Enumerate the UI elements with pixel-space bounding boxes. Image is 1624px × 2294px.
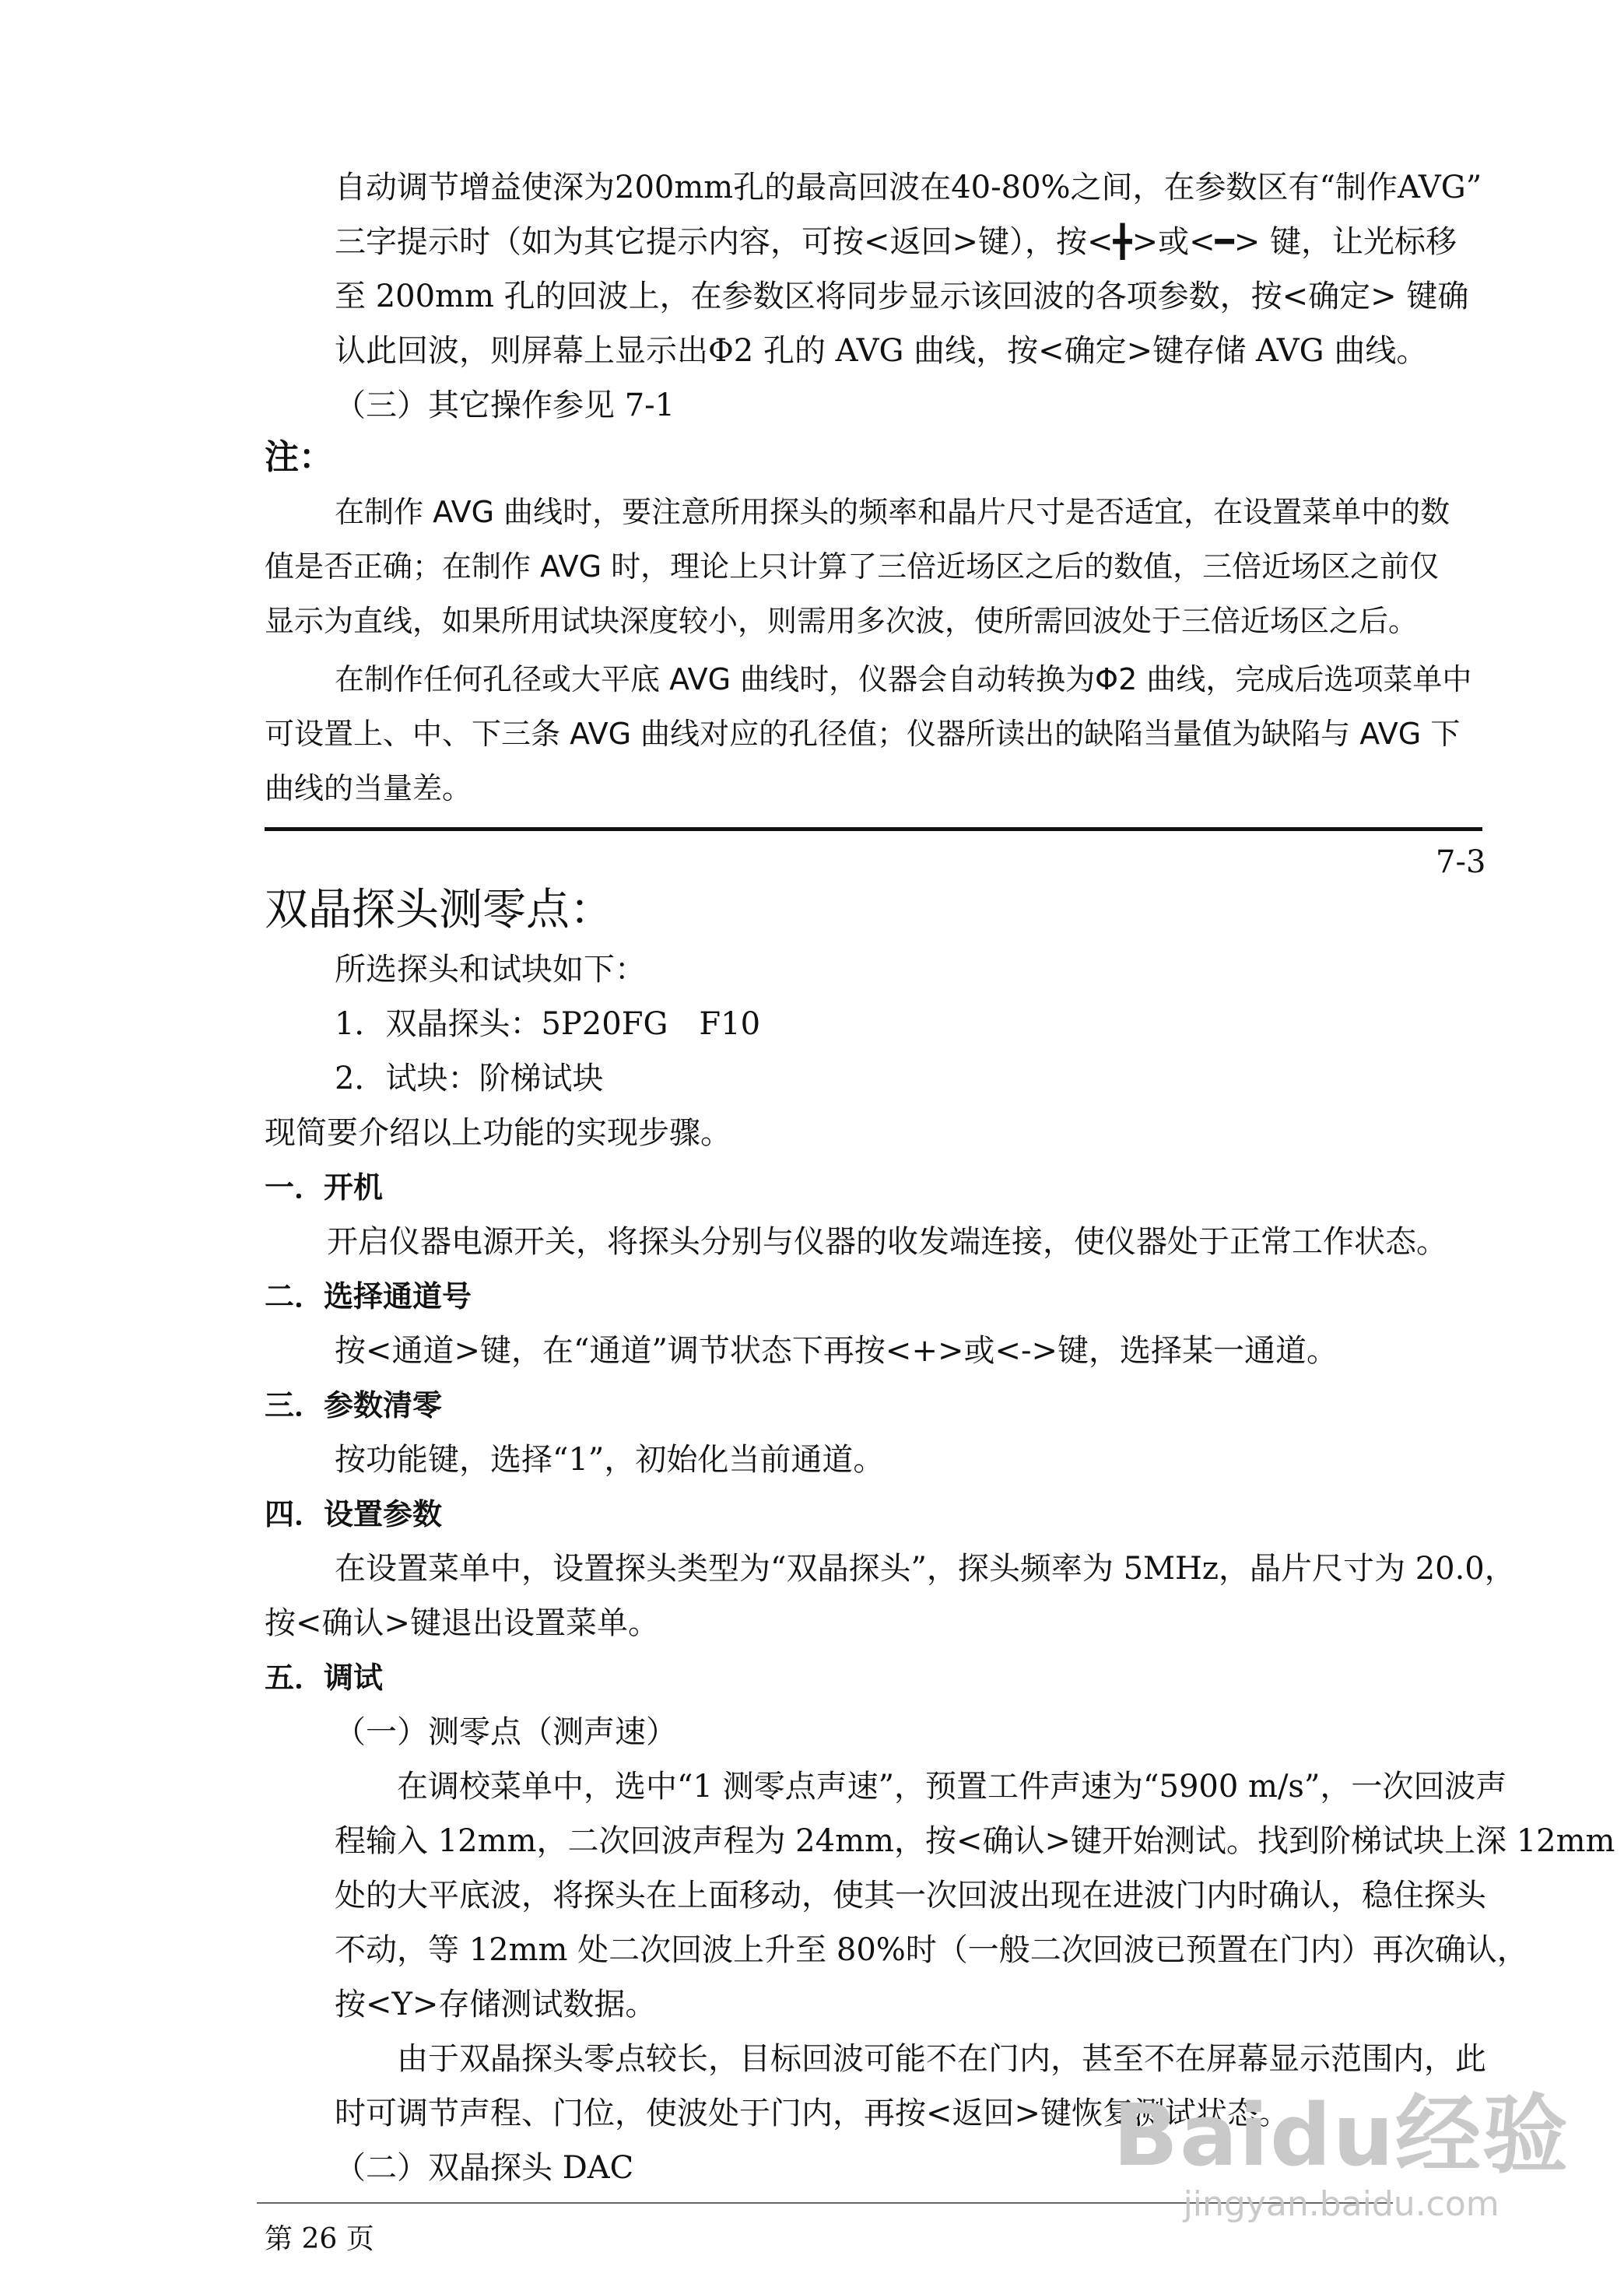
list-item-1: 1．双晶探头：5P20FG F10 [335, 1006, 761, 1042]
note-p2-line-3: 曲线的当量差。 [265, 771, 472, 805]
sub1-p2-line-1: 由于双晶探头零点较长，目标回波可能不在门内，甚至不在屏幕显示范围内，此 [397, 2041, 1486, 2077]
sub1-p1-line-4: 不动，等 12mm 处二次回波上升至 80%时（一般二次回波已预置在门内）再次确认， [335, 1932, 1528, 1968]
step-heading-4: 四．设置参数 [265, 1497, 443, 1531]
note-p2-line-2: 可设置上、中、下三条 AVG 曲线对应的孔径值；仪器所读出的缺陷当量值为缺陷与 AVG 下 [265, 717, 1461, 751]
sub1-p1-line-2: 程输入 12mm，二次回波声程为 24mm，按<确认>键开始测试。找到阶梯试块上深 12mm [335, 1823, 1615, 1859]
top-paragraph-line-1: 自动调节增益使深为200mm孔的最高回波在40-80%之间，在参数区有“制作AVG” [335, 170, 1482, 205]
section-title: 双晶探头测零点： [265, 885, 613, 935]
top-paragraph-line-2: 三字提示时（如为其它提示内容，可按<返回>键），按<╋>或<━> 键，让光标移 [335, 224, 1457, 260]
step-body-4-line-1: 在设置菜单中，设置探头类型为“双晶探头”，探头频率为 5MHz，晶片尺寸为 20.0， [335, 1551, 1516, 1587]
baidu-watermark [1113, 2085, 1570, 2224]
step-body-4-line-2: 按<确认>键退出设置菜单。 [265, 1605, 660, 1641]
sub1-p1-line-1: 在调校菜单中，选中“1 测零点声速”，预置工件声速为“5900 m/s”，一次回波声 [397, 1769, 1507, 1805]
step-heading-3: 三．参数清零 [265, 1388, 443, 1422]
note-title: 注： [265, 437, 333, 477]
note-p1-line-1: 在制作 AVG 曲线时，要注意所用探头的频率和晶片尺寸是否适宜，在设置菜单中的数 [335, 495, 1450, 529]
watermark-url: jingyan.baidu.com [1183, 2184, 1499, 2224]
sub1-p2-line-2: 时可调节声程、门位，使波处于门内，再按<返回>键恢复测试状态。 [335, 2096, 1290, 2131]
subsection-three: （三）其它操作参见 7-1 [335, 388, 675, 423]
subsection-one-title: （一）测零点（测声速） [335, 1714, 677, 1750]
step-heading-2: 二．选择通道号 [265, 1279, 472, 1314]
step-body-2: 按<通道>键，在“通道”调节状态下再按<+>或<->键，选择某一通道。 [335, 1333, 1338, 1369]
step-heading-5: 五．调试 [265, 1661, 384, 1695]
subsection-two-title: （二）双晶探头 DAC [335, 2150, 634, 2186]
step-heading-1: 一．开机 [265, 1170, 384, 1205]
top-paragraph-line-4: 认此回波，则屏幕上显示出Φ2 孔的 AVG 曲线，按<确定>键存储 AVG 曲线。 [335, 333, 1428, 369]
list-item-2: 2．试块：阶梯试块 [335, 1061, 604, 1096]
watermark-brand: Baidu经验 [1113, 2085, 1570, 2185]
note-p2-line-1: 在制作任何孔径或大平底 AVG 曲线时，仪器会自动转换为Φ2 曲线，完成后选项菜单中 [335, 662, 1472, 696]
section-number: 7-3 [1436, 844, 1486, 880]
top-paragraph-line-3: 至 200mm 孔的回波上，在参数区将同步显示该回波的各项参数，按<确定> 键确 [335, 279, 1469, 314]
note-p1-line-3: 显示为直线，如果所用试块深度较小，则需用多次波，使所需回波处于三倍近场区之后。 [265, 604, 1419, 638]
page-number: 第 26 页 [265, 2223, 374, 2255]
step-body-1: 开启仪器电源开关，将探头分别与仪器的收发端连接，使仪器处于正常工作状态。 [327, 1224, 1447, 1260]
note-p1-line-2: 值是否正确；在制作 AVG 时，理论上只计算了三倍近场区之后的数值，三倍近场区之前仅 [265, 549, 1440, 584]
step-body-3: 按功能键，选择“1”，初始化当前通道。 [335, 1442, 885, 1478]
sub1-p1-line-3: 处的大平底波，将探头在上面移动，使其一次回波出现在进波门内时确认，稳住探头 [335, 1878, 1486, 1913]
steps-intro: 现简要介绍以上功能的实现步骤。 [265, 1115, 731, 1151]
section-intro: 所选探头和试块如下： [335, 952, 646, 987]
section-divider [265, 827, 1482, 831]
sub1-p1-line-5: 按<Y>存储测试数据。 [335, 1987, 657, 2022]
